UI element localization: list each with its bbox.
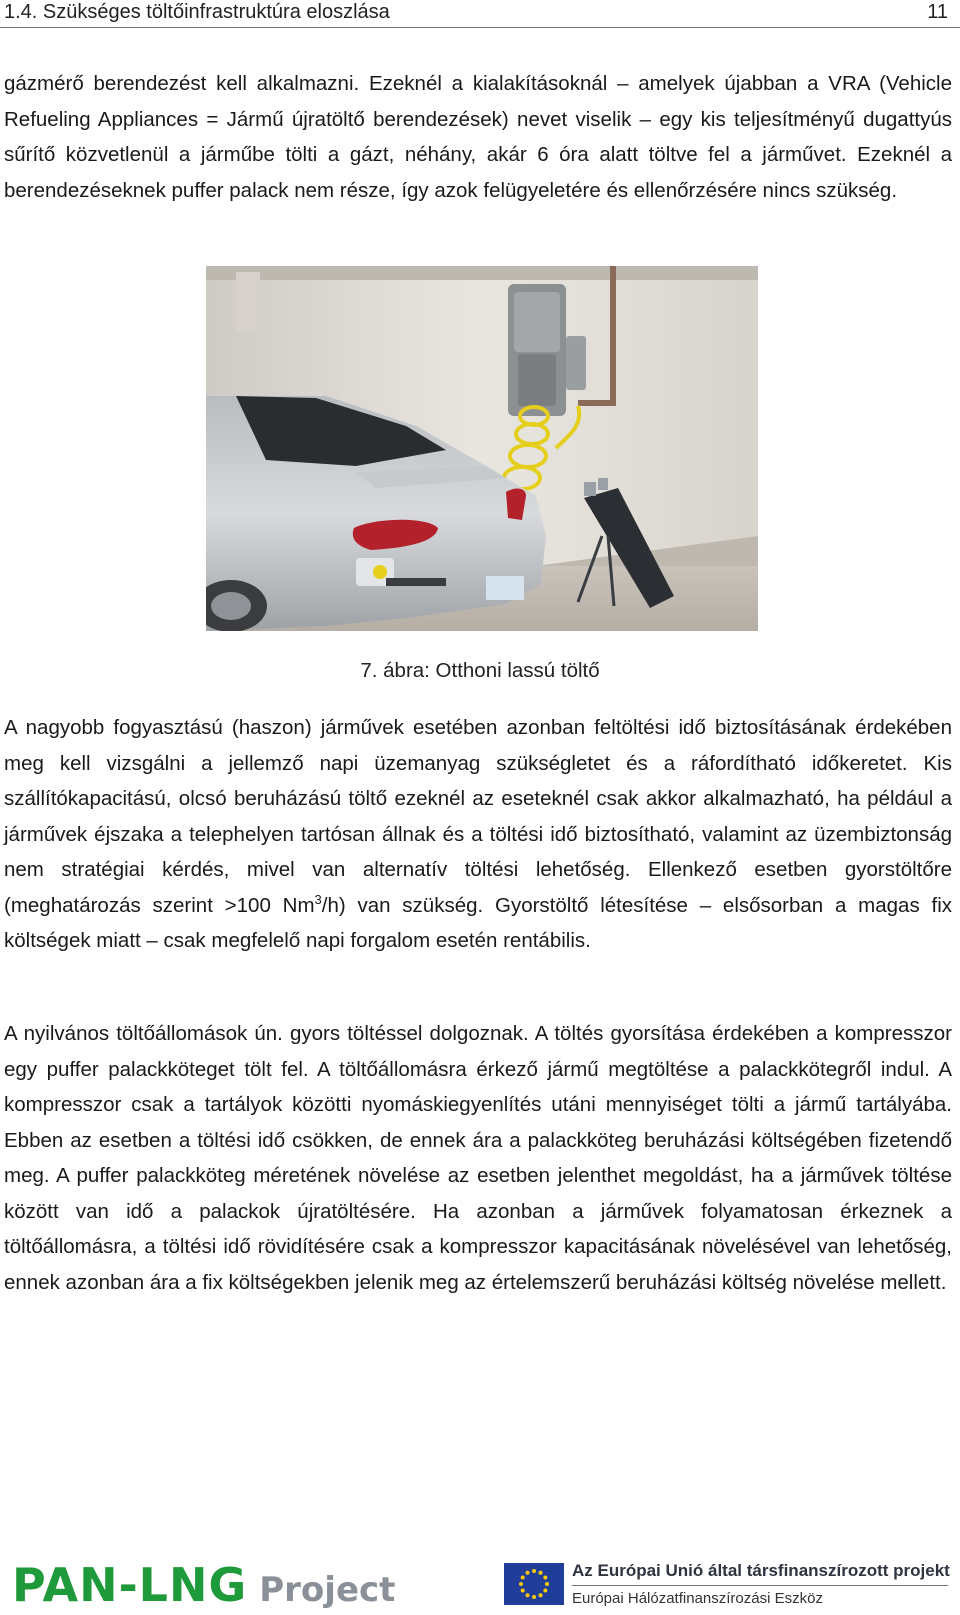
paragraph-text-part-2: /h) van szükség. Gyorstöltő létesítése – elsősorban a magas fix költségek miatt – csak megfelelő napi forgalom esetén rentábilis. bbox=[4, 893, 952, 952]
cef-line: Európai Hálózatfinanszírozási Eszköz bbox=[572, 1590, 823, 1607]
section-title: 1.4. Szükséges töltőinfrastruktúra eloszlása bbox=[4, 1, 390, 23]
paragraph-text-part-1: A nagyobb fogyasztású (haszon) járművek esetében azonban feltöltési idő biztosításának érdekében meg kell vizsgálni a jellemző napi üzemanyag szükségletet és a ráfordítható időkeretet. Kis szállítókapacitású, olcsó beruházású töltő ezeknél az eseteknél csak akkor alkalmazható, ha például a járművek éjszaka a telephelyen tartósan állnak és a töltési idő biztosítható, valamint az üzembiztonság nem stratégiai kérdés, mivel van alternatív töltési lehetőség. Ellenkező esetben gyorstöltőre (meghatározás szerint >100 Nm bbox=[4, 716, 952, 917]
paragraph-public-stations: A nyilvános töltőállomások ún. gyors töltéssel dolgoznak. A töltés gyorsítása érdekében a kompresszor egy puffer palackköteget tölt fel. A töltőállomásra érkező jármű megtöltése a palackkötegről indul. A kompresszor csak a tartályok közötti nyomáskiegyenlítés utáni mennyiséget tölti a jármű tartályába. Ebben az esetben a töltési idő csökken, de ennek ára a palackköteg beruházási költségében fizetendő meg. A puffer palackköteg méretének növelése az esetben jelenthet megoldást, ha a járművek töltése között van idő a palackok újratöltésére. Ha azonban a járművek folyamatosan érkeznek a töltőállomásra, a töltési idő rövidítésére csak a kompresszor kapacitásának növelésével van lehetőség, ennek azonban ára a fix költségekben jelenik meg az értelemszerű beruházási költség növelése mellett. bbox=[4, 1022, 952, 1294]
page-number: 11 bbox=[927, 1, 948, 23]
pan-lng-logo bbox=[12, 1560, 395, 1610]
logo-main-text: PAN-LNG bbox=[12, 1558, 248, 1612]
eu-flag-icon bbox=[504, 1563, 564, 1605]
page-footer bbox=[0, 1540, 960, 1614]
logo-sub-text: Project bbox=[259, 1570, 396, 1610]
figure-caption: 7. ábra: Otthoni lassú töltő bbox=[360, 659, 600, 682]
figure-photo bbox=[206, 266, 758, 631]
header-divider bbox=[0, 27, 960, 28]
superscript-3: 3 bbox=[314, 891, 322, 907]
home-refueling-photo bbox=[206, 266, 758, 631]
eu-divider bbox=[572, 1585, 948, 1586]
paragraph-commercial-vehicles bbox=[4, 710, 952, 959]
paragraph-vra: gázmérő berendezést kell alkalmazni. Ezeknél a kialakításoknál – amelyek újabban a VRA (Vehicle Refueling Appliances = Jármű újratöltő berendezések) nevet viselik – egy kis teljesítményű dugattyús sűrítő közvetlenül a járműbe tölti a gázt, néhány, akár 6 óra alatt töltve fel a járművet. Ezeknél a berendezéseknek puffer palack nem része, így azok felügyeletére és ellenőrzésére nincs szükség. bbox=[4, 72, 952, 202]
eu-cofinancing-text bbox=[572, 1560, 956, 1609]
page-header bbox=[4, 0, 956, 24]
eu-cofinancing-line: Az Európai Unió által társfinanszírozott projekt bbox=[572, 1561, 950, 1580]
